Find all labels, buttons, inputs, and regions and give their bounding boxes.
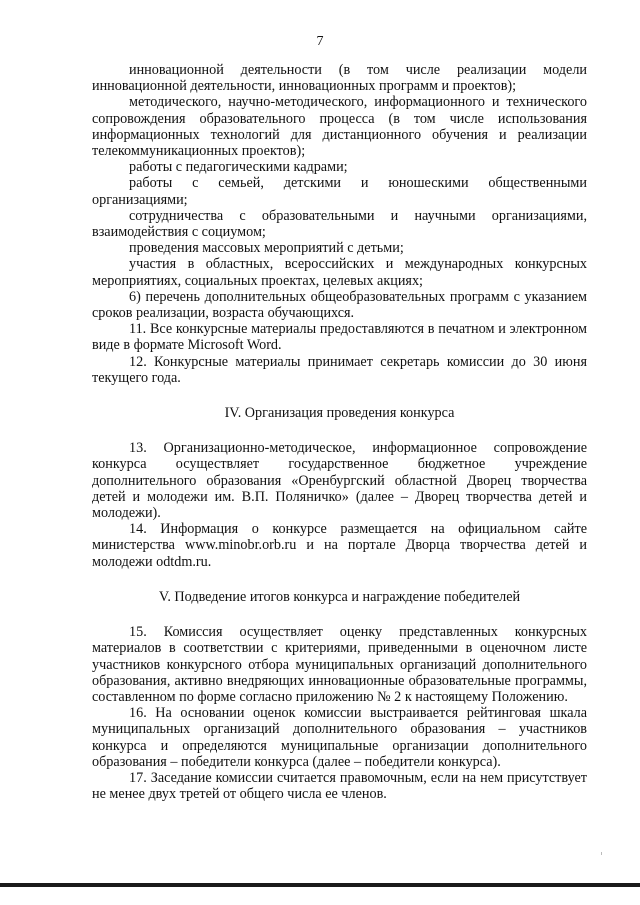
- paragraph: 15. Комиссия осуществляет оценку представленных конкурсных материалов в соответствии с критериями, приведенными в оценочном листе участников конкурсного отбора муниципальных организаций дополнительного образования, активно внедряющих инновационные образовательные программы, составленном по форме согласно приложению № 2 к настоящему Положению.: [92, 624, 587, 705]
- paragraph: проведения массовых мероприятий с детьми;: [129, 240, 404, 257]
- page-number: 7: [316, 34, 324, 49]
- paragraph: инновационной деятельности (в том числе реализации модели инновационной деятельности, инновационных программ и проектов);: [92, 62, 587, 95]
- paragraph: 16. На основании оценок комиссии выстраивается рейтинговая шкала муниципальных организаций дополнительного образования – участников конкурса и определяются муниципальные организации дополнительного образования – победители конкурса (далее – победители конкурса).: [92, 705, 587, 770]
- paragraph-group-top: [92, 62, 587, 386]
- document-body: [92, 62, 587, 802]
- paragraph: участия в областных, всероссийских и международных конкурсных мероприятиях, социальных проектах, целевых акциях;: [92, 256, 587, 289]
- paragraph: 12. Конкурсные материалы принимает секретарь комиссии до 30 июня текущего года.: [92, 353, 587, 386]
- paragraph: 14. Информация о конкурсе размещается на официальном сайте министерства www.minobr.orb.ru и на портале Дворца творчества детей и молодежи odtdm.ru.: [92, 521, 587, 570]
- paragraph: 13. Организационно-методическое, информационное сопровождение конкурса осуществляет государственное бюджетное учреждение дополнительного образования «Оренбургский областной Дворец творчества детей и молодежи им. В.П. Поляничко» (далее – Дворец творчества детей и молодежи).: [92, 440, 587, 522]
- bottom-rule: [0, 883, 640, 887]
- paragraph: методического, научно-методического, информационного и технического сопровождения образовательного процесса (в том числе использования информационных технологий для дистанционного обучения и реализации телекоммуникационных проектов);: [92, 94, 587, 160]
- paragraph: работы с семьей, детскими и юношескими общественными организациями;: [92, 175, 587, 208]
- paragraph: сотрудничества с образовательными и научными организациями, взаимодействия с социумом;: [92, 207, 587, 241]
- paragraph: работы с педагогическими кадрами;: [129, 159, 348, 176]
- scan-mark: [601, 852, 602, 855]
- paragraph: 6) перечень дополнительных общеобразовательных программ с указанием сроков реализации, возраста обучающихся.: [92, 288, 587, 322]
- section-5-body: [92, 624, 587, 802]
- section-heading: IV. Организация проведения конкурса: [224, 405, 455, 422]
- section-4-body: [92, 440, 587, 570]
- paragraph: 11. Все конкурсные материалы предоставляются в печатном и электронном виде в формате Microsoft Word.: [92, 321, 587, 354]
- paragraph: 17. Заседание комиссии считается правомочным, если на нем присутствует не менее двух третей от общего числа ее членов.: [92, 769, 587, 803]
- section-heading: V. Подведение итогов конкурса и награждение победителей: [158, 588, 521, 605]
